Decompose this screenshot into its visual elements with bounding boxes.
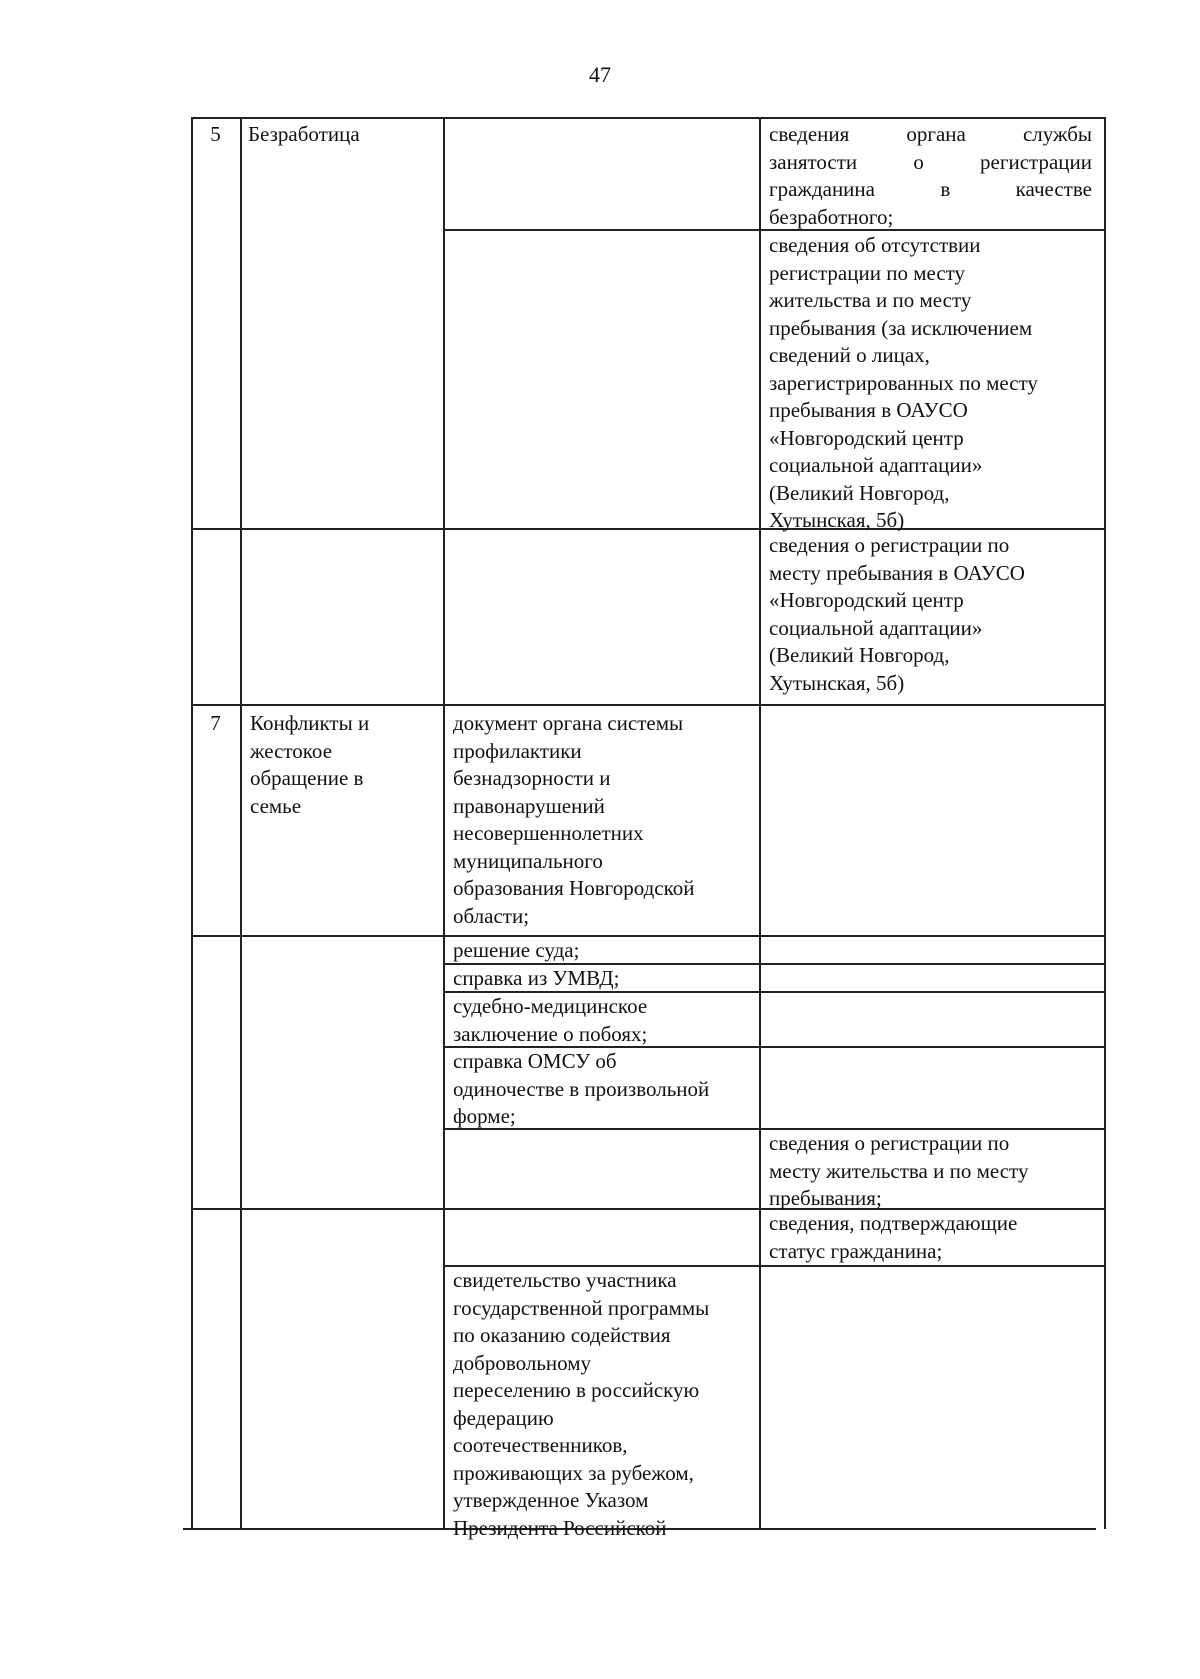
word: органа [906,122,966,146]
category-cell: Конфликты и жестокое обращение в семье [250,711,370,818]
info-cell: сведения об отсутствии регистрации по месту жительства и по месту пребывания (за исключением сведений о лицах, зарегистрированных по месту пребывания в ОАУСО «Новгородский центр социальной адаптации» (Великий Новгород, Хутынская, 5б) [769,233,1038,532]
row-divider [191,704,1104,706]
column-divider-2 [443,117,445,1529]
info-cell: сведения, подтверждающие статус гражданина; [769,1211,1018,1263]
row-number: 7 [210,711,221,735]
word: качестве [1015,177,1092,201]
category-cell: Безработица [248,122,360,146]
word: в [940,177,951,201]
word: службы [1022,122,1092,146]
justified-line [769,121,1092,149]
word: гражданина [769,177,875,201]
document-cell: решение суда; [453,938,580,962]
justified-line [769,149,1092,177]
justified-line [769,176,1092,204]
info-cell [769,121,1092,231]
word: сведения [769,122,850,146]
info-cell: сведения о регистрации по месту жительства и по месту пребывания; [769,1131,1029,1210]
line: безработного; [769,204,894,229]
page-number: 47 [589,62,611,87]
table-border-right [1104,117,1106,1529]
row-number: 5 [210,122,221,146]
document-cell: справка ОМСУ об одиночестве в произвольной форме; [453,1049,710,1128]
column-divider-1 [240,117,242,1529]
document-cell: справка из УМВД; [453,966,620,990]
word: о [913,149,924,174]
word: занятости [769,149,858,174]
document-cell: судебно-медицинское заключение о побоях; [453,994,648,1046]
document-cell: свидетельство участника государственной программы по оказанию содействия добровольному переселению в российскую федерацию соотечественников, проживающих за рубежом, утвержденное Указом Президента Российской [453,1268,710,1540]
document-cell: документ органа системы профилактики безнадзорности и правонарушений несовершеннолетних муниципального образования Новгородской области; [453,711,695,928]
table-border-left [191,117,193,1529]
column-divider-3 [759,117,761,1529]
table-border-top [191,117,1106,119]
info-cell: сведения о регистрации по месту пребывания в ОАУСО «Новгородский центр социальной адаптации» (Великий Новгород, Хутынская, 5б) [769,533,1025,695]
word: регистрации [980,149,1092,174]
